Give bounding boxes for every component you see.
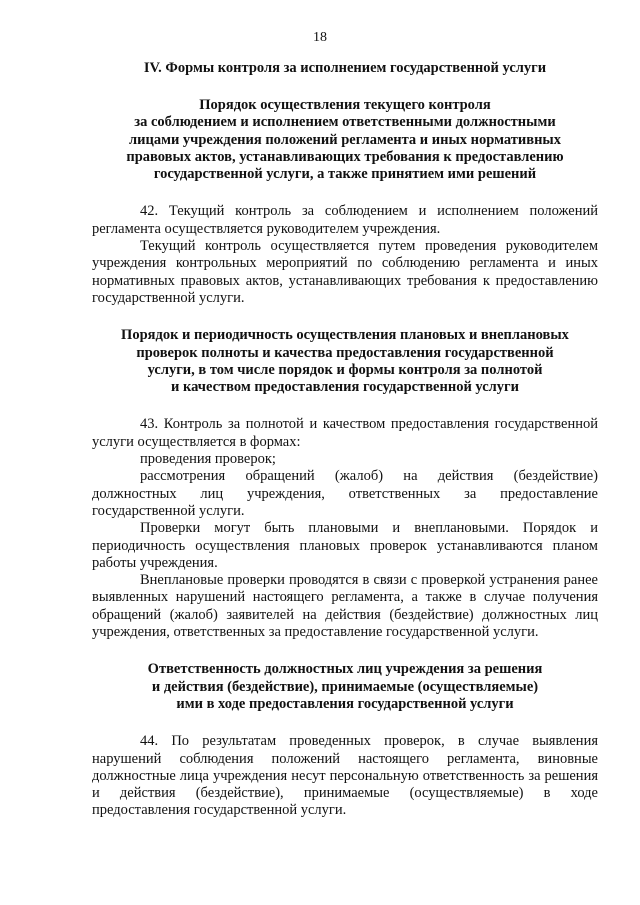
- page-content: [92, 60, 598, 820]
- heading-line: за соблюдением и исполнением ответственными должностными: [134, 114, 556, 131]
- section-43: [92, 416, 598, 641]
- heading-line: Порядок и периодичность осуществления плановых и внеплановых: [121, 327, 569, 344]
- section-title: IV. Формы контроля за исполнением государственной услуги: [143, 60, 547, 76]
- paragraph: рассмотрения обращений (жалоб) на действия (бездействие) должностных лиц учреждения, ответственных за предоставление государственной услуги.: [92, 468, 598, 519]
- heading-line: государственной услуги, а также принятием ими решений: [153, 166, 537, 183]
- section-42: [92, 203, 598, 307]
- paragraph: Внеплановые проверки проводятся в связи с проверкой устранения ранее выявленных нарушений настоящего регламента, а также в случае получения обращений (жалоб) заявителей на действия (бездействие) должностных лиц учреждения, ответственных за предоставление государственной услуги.: [92, 572, 598, 641]
- heading-line: услуги, в том числе порядок и формы контроля за полнотой: [147, 361, 543, 378]
- heading-line: Порядок осуществления текущего контроля: [199, 97, 491, 113]
- heading-line: проверок полноты и качества предоставления государственной: [136, 344, 554, 361]
- page-number: 18: [313, 30, 327, 45]
- paragraph: проведения проверок;: [140, 451, 276, 468]
- heading-inspections: [92, 327, 598, 396]
- paragraph: 44. По результатам проведенных проверок, в случае выявления нарушений соблюдения положений настоящего регламента, виновные должностные лица учреждения несут персональную ответственность за решения и действия (бездействие), принимаемые (осуществляемые) в ходе предоставления государственной услуги.: [92, 733, 598, 819]
- paragraph: 43. Контроль за полнотой и качеством предоставления государственной услуги осуществляется в формах:: [92, 416, 598, 450]
- heading-current-control: [92, 97, 598, 183]
- heading-line: и действия (бездействие), принимаемые (осуществляемые): [151, 678, 539, 695]
- paragraph: Текущий контроль осуществляется путем проведения руководителем учреждения контрольных мероприятий по соблюдению регламента и иных нормативных правовых актов, устанавливающих требования к предоставлению государственной услуги.: [92, 238, 598, 306]
- heading-line: и качеством предоставления государственной услуги: [171, 379, 519, 396]
- paragraph: Проверки могут быть плановыми и внеплановыми. Порядок и периодичность осуществления плановых проверок устанавливаются планом работы учреждения.: [92, 520, 598, 571]
- heading-line: Ответственность должностных лиц учреждения за решения: [147, 661, 543, 678]
- heading-responsibility: [92, 661, 598, 713]
- paragraph: 42. Текущий контроль за соблюдением и исполнением положений регламента осуществляется руководителем учреждения.: [92, 203, 598, 237]
- heading-line: правовых актов, устанавливающих требования к предоставлению: [126, 148, 564, 165]
- heading-line: лицами учреждения положений регламента и иных нормативных: [128, 131, 562, 148]
- heading-line: ими в ходе предоставления государственной услуги: [176, 695, 514, 712]
- section-44: [92, 733, 598, 819]
